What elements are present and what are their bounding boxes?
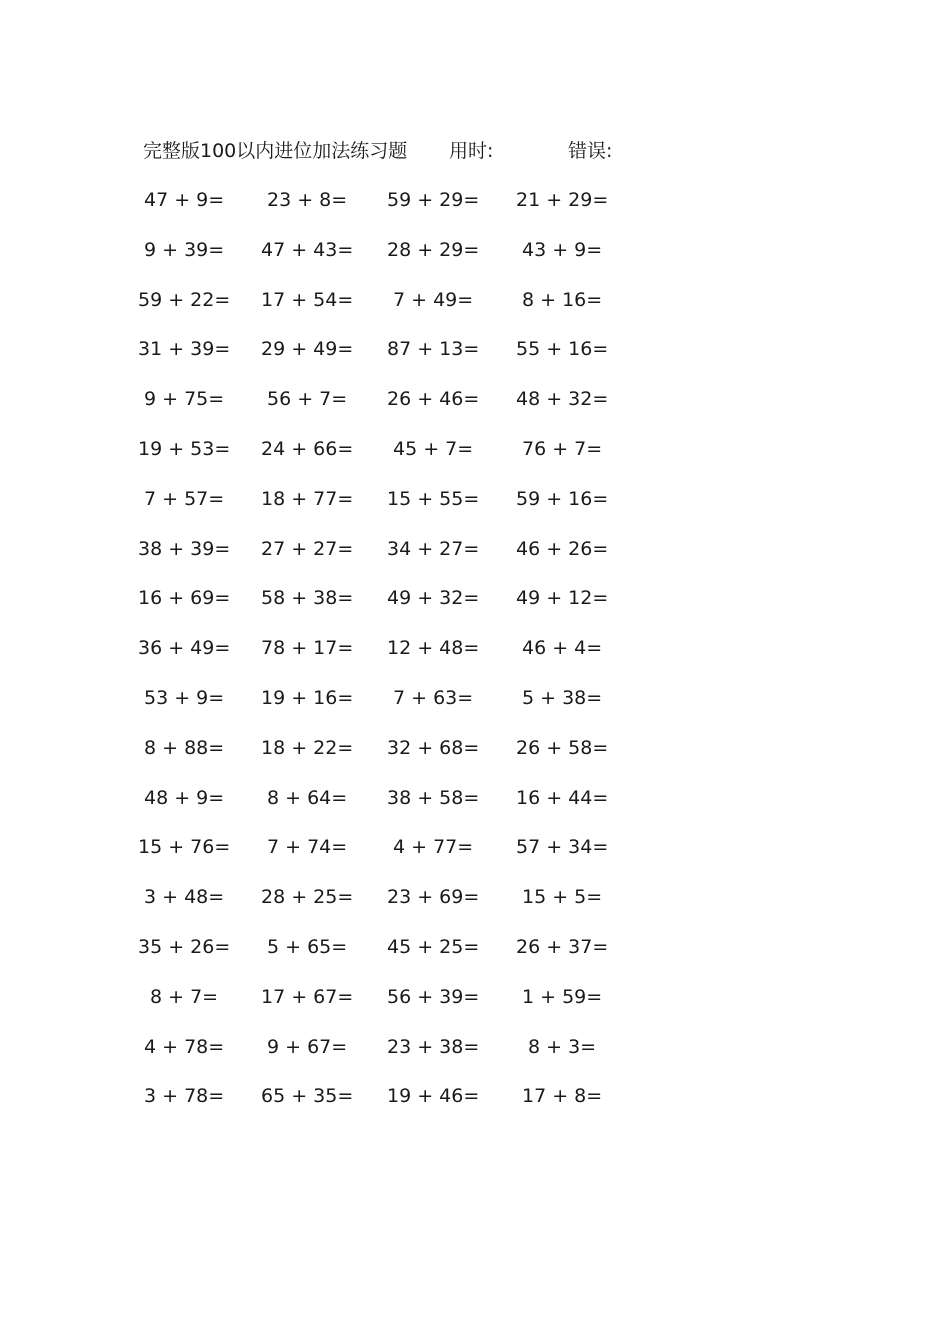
problem-item: 45 + 7= — [393, 437, 474, 460]
problem-item: 28 + 29= — [387, 238, 480, 261]
problem-item: 1 + 59= — [522, 985, 603, 1008]
problem-row — [0, 1032, 950, 1082]
problem-row — [0, 235, 950, 285]
problem-item: 23 + 69= — [387, 886, 480, 909]
problem-row — [0, 583, 950, 633]
problem-item: 43 + 9= — [522, 238, 603, 261]
problem-item: 7 + 57= — [144, 487, 225, 510]
problem-item: 78 + 17= — [261, 637, 354, 660]
problem-item: 9 + 67= — [267, 1035, 348, 1058]
problem-item: 5 + 65= — [267, 935, 348, 958]
problem-item: 53 + 9= — [144, 686, 225, 709]
problem-item: 12 + 48= — [387, 637, 480, 660]
problem-item: 87 + 13= — [387, 338, 480, 361]
problem-item: 59 + 22= — [138, 288, 231, 311]
problem-item: 45 + 25= — [387, 935, 480, 958]
problem-item: 21 + 29= — [516, 189, 609, 211]
problem-item: 17 + 67= — [261, 985, 354, 1008]
problem-item: 19 + 53= — [138, 437, 231, 460]
problem-item: 26 + 37= — [516, 935, 609, 958]
problem-item: 4 + 78= — [144, 1035, 225, 1058]
problem-item: 76 + 7= — [522, 437, 603, 460]
problem-row — [0, 285, 950, 335]
problem-item: 8 + 16= — [522, 288, 603, 311]
problem-item: 59 + 29= — [387, 189, 480, 211]
problem-item: 56 + 39= — [387, 985, 480, 1008]
problem-item: 49 + 12= — [516, 587, 609, 610]
problem-item: 47 + 9= — [144, 189, 225, 211]
problem-item: 16 + 44= — [516, 786, 609, 809]
problem-item: 57 + 34= — [516, 836, 609, 859]
problem-item: 18 + 77= — [261, 487, 354, 510]
problem-row — [0, 484, 950, 534]
problem-item: 5 + 38= — [522, 686, 603, 709]
problem-item: 38 + 39= — [138, 537, 231, 560]
problem-item: 34 + 27= — [387, 537, 480, 560]
worksheet-title: 完整版100以内进位加法练习题 — [143, 140, 408, 162]
problem-item: 7 + 63= — [393, 686, 474, 709]
problem-row — [0, 1081, 950, 1131]
problem-item: 8 + 88= — [144, 736, 225, 759]
problem-item: 15 + 55= — [387, 487, 480, 510]
problem-row — [0, 882, 950, 932]
worksheet-header — [0, 136, 950, 166]
problem-item: 47 + 43= — [261, 238, 354, 261]
problem-row — [0, 932, 950, 982]
problem-item: 23 + 8= — [267, 189, 348, 211]
problem-row — [0, 534, 950, 584]
problem-row — [0, 783, 950, 833]
problem-item: 48 + 9= — [144, 786, 225, 809]
problem-item: 15 + 5= — [522, 886, 603, 909]
problem-row — [0, 185, 950, 235]
problem-row — [0, 384, 950, 434]
problem-item: 8 + 3= — [528, 1035, 597, 1058]
problem-item: 55 + 16= — [516, 338, 609, 361]
problem-item: 48 + 32= — [516, 388, 609, 411]
problem-item: 46 + 4= — [522, 637, 603, 660]
problem-item: 49 + 32= — [387, 587, 480, 610]
problem-item: 17 + 54= — [261, 288, 354, 311]
problem-item: 58 + 38= — [261, 587, 354, 610]
problem-row — [0, 982, 950, 1032]
problem-item: 26 + 58= — [516, 736, 609, 759]
problem-item: 59 + 16= — [516, 487, 609, 510]
problem-item: 8 + 64= — [267, 786, 348, 809]
problem-item: 29 + 49= — [261, 338, 354, 361]
problem-item: 65 + 35= — [261, 1085, 354, 1108]
problem-item: 7 + 49= — [393, 288, 474, 311]
problem-item: 8 + 7= — [150, 985, 219, 1008]
problem-item: 18 + 22= — [261, 736, 354, 759]
problem-item: 38 + 58= — [387, 786, 480, 809]
problem-row — [0, 633, 950, 683]
problem-row — [0, 434, 950, 484]
problem-row — [0, 832, 950, 882]
time-used-label: 用时: — [449, 140, 494, 162]
problem-item: 36 + 49= — [138, 637, 231, 660]
problem-item: 27 + 27= — [261, 537, 354, 560]
error-count-label: 错误: — [568, 140, 613, 162]
problem-item: 19 + 46= — [387, 1085, 480, 1108]
problem-item: 16 + 69= — [138, 587, 231, 610]
problem-item: 26 + 46= — [387, 388, 480, 411]
problem-item: 56 + 7= — [267, 388, 348, 411]
problem-item: 9 + 75= — [144, 388, 225, 411]
problem-item: 23 + 38= — [387, 1035, 480, 1058]
problem-row — [0, 733, 950, 783]
problem-item: 15 + 76= — [138, 836, 231, 859]
problem-item: 46 + 26= — [516, 537, 609, 560]
problem-item: 28 + 25= — [261, 886, 354, 909]
problem-item: 3 + 48= — [144, 886, 225, 909]
problem-item: 4 + 77= — [393, 836, 474, 859]
problem-item: 19 + 16= — [261, 686, 354, 709]
problem-item: 31 + 39= — [138, 338, 231, 361]
problem-item: 7 + 74= — [267, 836, 348, 859]
problem-item: 24 + 66= — [261, 437, 354, 460]
problem-item: 32 + 68= — [387, 736, 480, 759]
problem-item: 9 + 39= — [144, 238, 225, 261]
problem-row — [0, 683, 950, 733]
problem-row — [0, 334, 950, 384]
problem-item: 17 + 8= — [522, 1085, 603, 1108]
problem-grid — [0, 185, 950, 1131]
problem-item: 3 + 78= — [144, 1085, 225, 1108]
problem-item: 35 + 26= — [138, 935, 231, 958]
